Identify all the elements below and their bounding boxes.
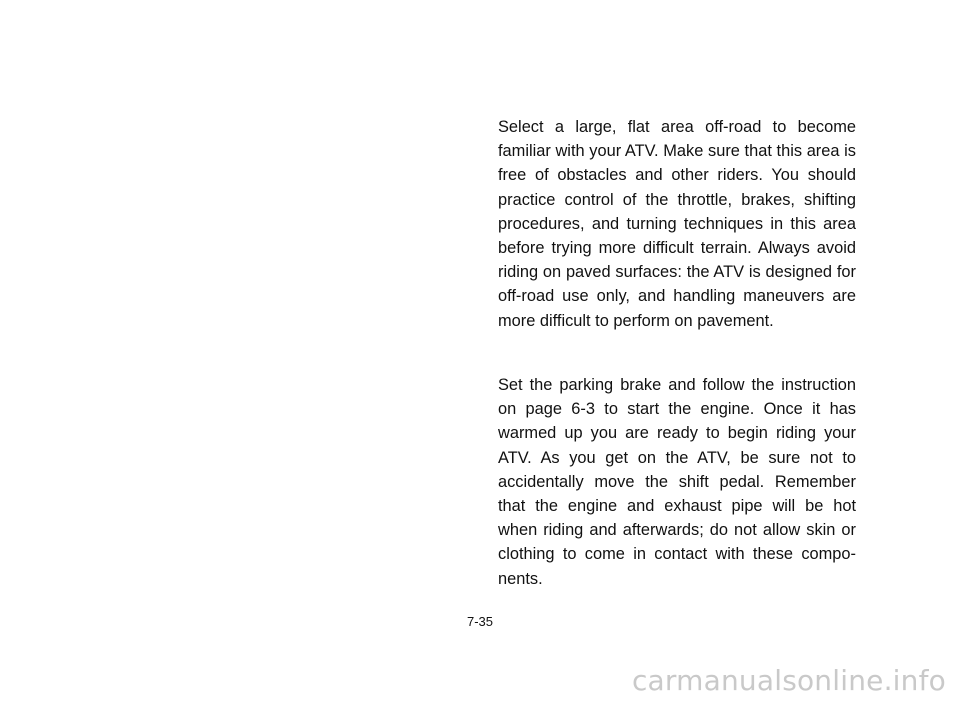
site-watermark: carmanualsonline.info [631,664,946,697]
paragraph-practice-area: Select a large, flat area off-road to become familiar with your ATV. Make sure that this area is free of obstacles and other riders. You should practice control of the throttle, brakes, shifting procedures, and turning techniques in this area before trying more difficult terrain. Always avoid riding on paved surfaces: the ATV is designed for off-road use only, and handling maneuvers are more difficult to perform on pavement. [498,118,856,330]
page-number: 7-35 [466,614,494,629]
paragraph-starting-engine: Set the parking brake and follow the instruction on page 6-3 to start the engine. Once it has warmed up you are ready to begin riding your ATV. As you get on the ATV, be sure not to accidentally move the shift pedal. Remember that the engine and exhaust pipe will be hot when riding and afterwards; do not allow skin or clothing to come in contact with these compo- nents. [498,376,856,588]
